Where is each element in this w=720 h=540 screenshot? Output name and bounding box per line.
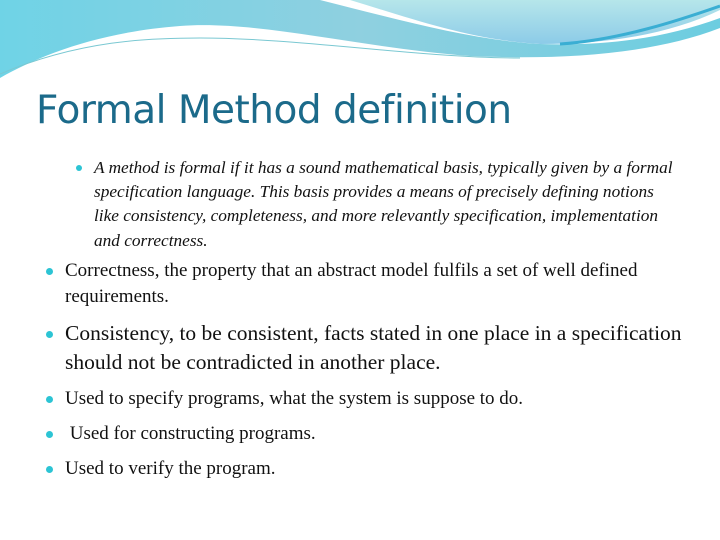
bullet-dot-icon	[46, 431, 53, 438]
header-wave-decoration	[0, 0, 720, 90]
quote-text: A method is formal if it has a sound mathematical basis, typically given by a formal specification language. This basis provides a means of precisely defining notions like consistency, completeness, and more relevantly specification, implementation and correctness.	[94, 158, 673, 250]
slide-title: Formal Method definition	[36, 88, 512, 133]
quote-bullet	[76, 156, 676, 253]
bullet-dot-icon	[46, 268, 53, 275]
bullet-item-specify	[46, 386, 686, 412]
bullet-dot-icon	[46, 331, 53, 338]
bullet-text: Correctness, the property that an abstract model fulfils a set of well defined requirements.	[65, 260, 638, 307]
bullet-item-correctness	[46, 258, 686, 310]
bullet-text: Used to specify programs, what the system is suppose to do.	[65, 388, 524, 409]
bullet-text: Used to verify the program.	[65, 458, 276, 479]
bullet-list	[46, 258, 686, 491]
bullet-text: Consistency, to be consistent, facts stated in one place in a specification should not be contradicted in another place.	[65, 321, 682, 374]
bullet-item-construct	[46, 421, 686, 447]
bullet-item-consistency	[46, 319, 686, 377]
bullet-item-verify	[46, 456, 686, 482]
bullet-dot-icon	[46, 466, 53, 473]
bullet-dot-icon	[76, 165, 82, 171]
bullet-dot-icon	[46, 396, 53, 403]
bullet-text: Used for constructing programs.	[65, 423, 316, 444]
